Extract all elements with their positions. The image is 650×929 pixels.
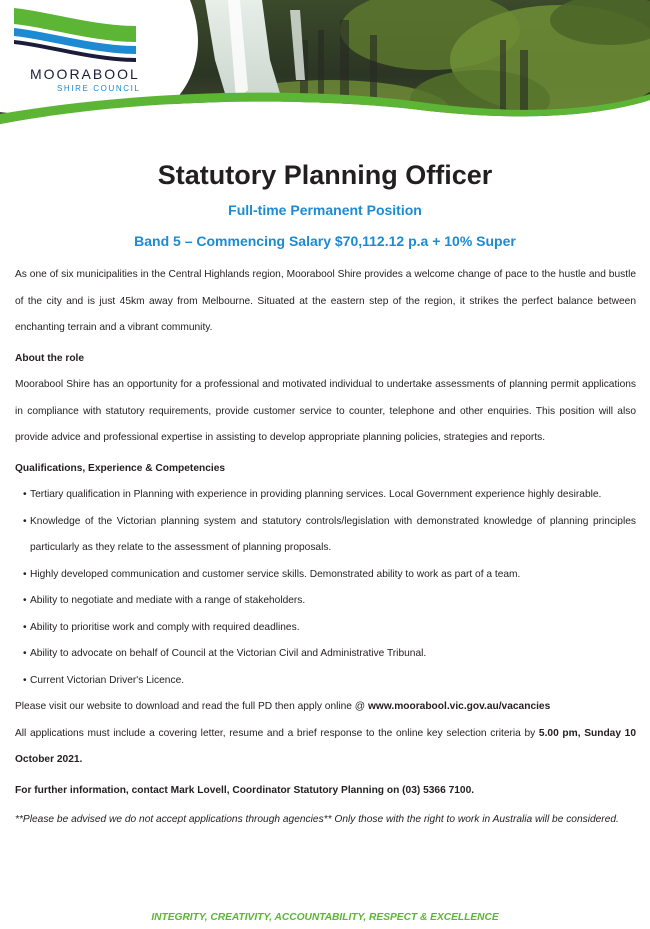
list-item: • Highly developed communication and customer service skills. Demonstrated ability to work as part of a team.: [15, 562, 636, 589]
list-item: • Ability to negotiate and mediate with a range of stakeholders.: [15, 588, 636, 615]
qualifications-heading: Qualifications, Experience & Competencies: [15, 462, 226, 474]
list-item: • Current Victorian Driver's Licence.: [15, 668, 636, 695]
salary-band: Band 5 – Commencing Salary $70,112.12 p.a + 10% Super: [134, 233, 516, 249]
list-item: • Ability to prioritise work and comply with required deadlines.: [15, 615, 636, 642]
council-values: INTEGRITY, CREATIVITY, ACCOUNTABILITY, RESPECT & EXCELLENCE: [151, 912, 499, 923]
vacancies-link[interactable]: www.moorabool.vic.gov.au/vacancies: [367, 701, 551, 712]
deadline-paragraph: [15, 721, 636, 774]
qualifications-list: [15, 482, 636, 694]
list-item: • Knowledge of the Victorian planning system and statutory controls/legislation with demonstrated knowledge of planning principles particularly as they relate to the assessment of planning proposals.: [15, 509, 636, 562]
logo-subtitle: SHIRE COUNCIL: [57, 84, 141, 93]
header-banner: [0, 0, 650, 150]
council-logo: [30, 66, 150, 93]
deadline-text: All applications must include a covering letter, resume and a brief response to the online key selection criteria by: [15, 727, 539, 739]
apply-text: Please visit our website to download and read the full PD then apply online @: [15, 701, 368, 712]
contact-paragraph: For further information, contact Mark Lovell, Coordinator Statutory Planning on (03) 5366 7100.: [15, 784, 475, 796]
list-item: • Ability to advocate on behalf of Council at the Victorian Civil and Administrative Tribunal.: [15, 641, 636, 668]
apply-paragraph: [15, 694, 636, 721]
about-paragraph: Moorabool Shire has an opportunity for a professional and motivated individual to undertake assessments of planning permit applications in compliance with statutory requirements, provide customer service to counter, telephone and other enquiries. This position will also provide advice and professional expertise in assisting to develop appropriate planning policies, strategies and reports.: [15, 379, 636, 443]
deadline-date: 5.00 pm, Sunday 10 October 2021.: [15, 727, 637, 765]
job-title: Statutory Planning Officer: [157, 160, 493, 190]
ad-body: [15, 262, 636, 834]
intro-paragraph: As one of six municipalities in the Central Highlands region, Moorabool Shire provides a welcome change of pace to the hustle and bustle of the city and is just 45km away from Melbourne. Situated at the eastern step of the region, it strikes the perfect balance between enchanting terrain and a vibrant community.: [15, 269, 636, 333]
position-type: Full-time Permanent Position: [228, 202, 422, 218]
list-item: • Tertiary qualification in Planning with experience in providing planning services. Local Government experience highly desirable.: [15, 482, 636, 509]
logo-name: MOORABOOL: [30, 66, 140, 82]
agency-note: **Please be advised we do not accept applications through agencies** Only those with the right to work in Australia will be considered.: [15, 814, 619, 825]
about-heading: About the role: [15, 352, 85, 364]
